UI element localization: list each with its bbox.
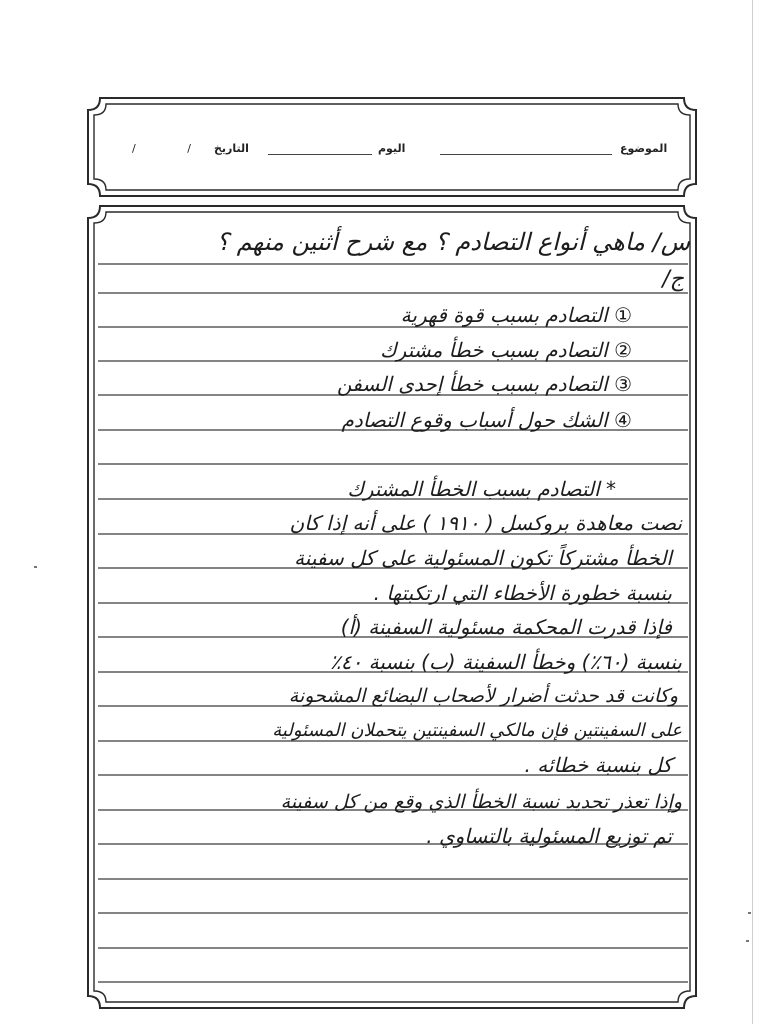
body-frame-inner bbox=[94, 212, 690, 1002]
question-text: س/ ماهي أنواع التصادم ؟ مع شرح أثنين منهم ؟ bbox=[216, 228, 690, 256]
date-label: التاريخ bbox=[214, 142, 249, 155]
scan-speck bbox=[748, 912, 751, 914]
paragraph-line-8: كل بنسبة خطائه . bbox=[524, 753, 672, 777]
paragraph-heading: * التصادم بسبب الخطأ المشترك bbox=[347, 477, 616, 501]
type-item-1: ① التصادم بسبب قوة قهرية bbox=[400, 303, 632, 327]
paragraph-line-5: بنسبة (٦٠٪) وخطأ السفينة (ب) بنسبة ٤٠٪ bbox=[330, 650, 682, 674]
type-item-3: ③ التصادم بسبب خطأ إحدى السفن bbox=[337, 372, 632, 396]
paragraph-line-10: تم توزيع المسئولية بالتساوي . bbox=[426, 824, 672, 848]
date-value: / / bbox=[132, 142, 215, 155]
subject-line bbox=[440, 154, 612, 155]
type-item-2: ② التصادم بسبب خطأ مشترك bbox=[380, 338, 632, 362]
paragraph-line-7: على السفينتين فإن مالكي السفينتين يتحملان المسئولية bbox=[272, 720, 682, 741]
day-line bbox=[268, 154, 372, 155]
type-item-4: ④ الشك حول أسباب وقوع التصادم bbox=[341, 408, 632, 432]
paragraph-line-4: فإذا قدرت المحكمة مسئولية السفينة (أ) bbox=[340, 615, 672, 639]
subject-label: الموضوع bbox=[620, 142, 668, 155]
paragraph-line-6: وكانت قد حدثت أضرار لأصحاب البضائع المشحونة bbox=[288, 685, 678, 707]
scan-speck bbox=[34, 566, 37, 568]
answer-marker: ج/ bbox=[662, 267, 684, 292]
paragraph-line-3: بنسبة خطورة الأخطاء التي ارتكبتها . bbox=[373, 581, 672, 605]
paragraph-line-9: وإذا تعذر تحديد نسبة الخطأ الذي وقع من كل سفينة bbox=[280, 791, 682, 813]
paragraph-line-1: نصت معاهدة بروكسل ( ١٩١٠ ) على أنه إذا كان bbox=[289, 511, 682, 535]
day-label: اليوم bbox=[378, 142, 406, 155]
scan-speck bbox=[746, 940, 749, 942]
paragraph-line-2: الخطأ مشتركاً تكون المسئولية على كل سفينة bbox=[294, 546, 672, 570]
